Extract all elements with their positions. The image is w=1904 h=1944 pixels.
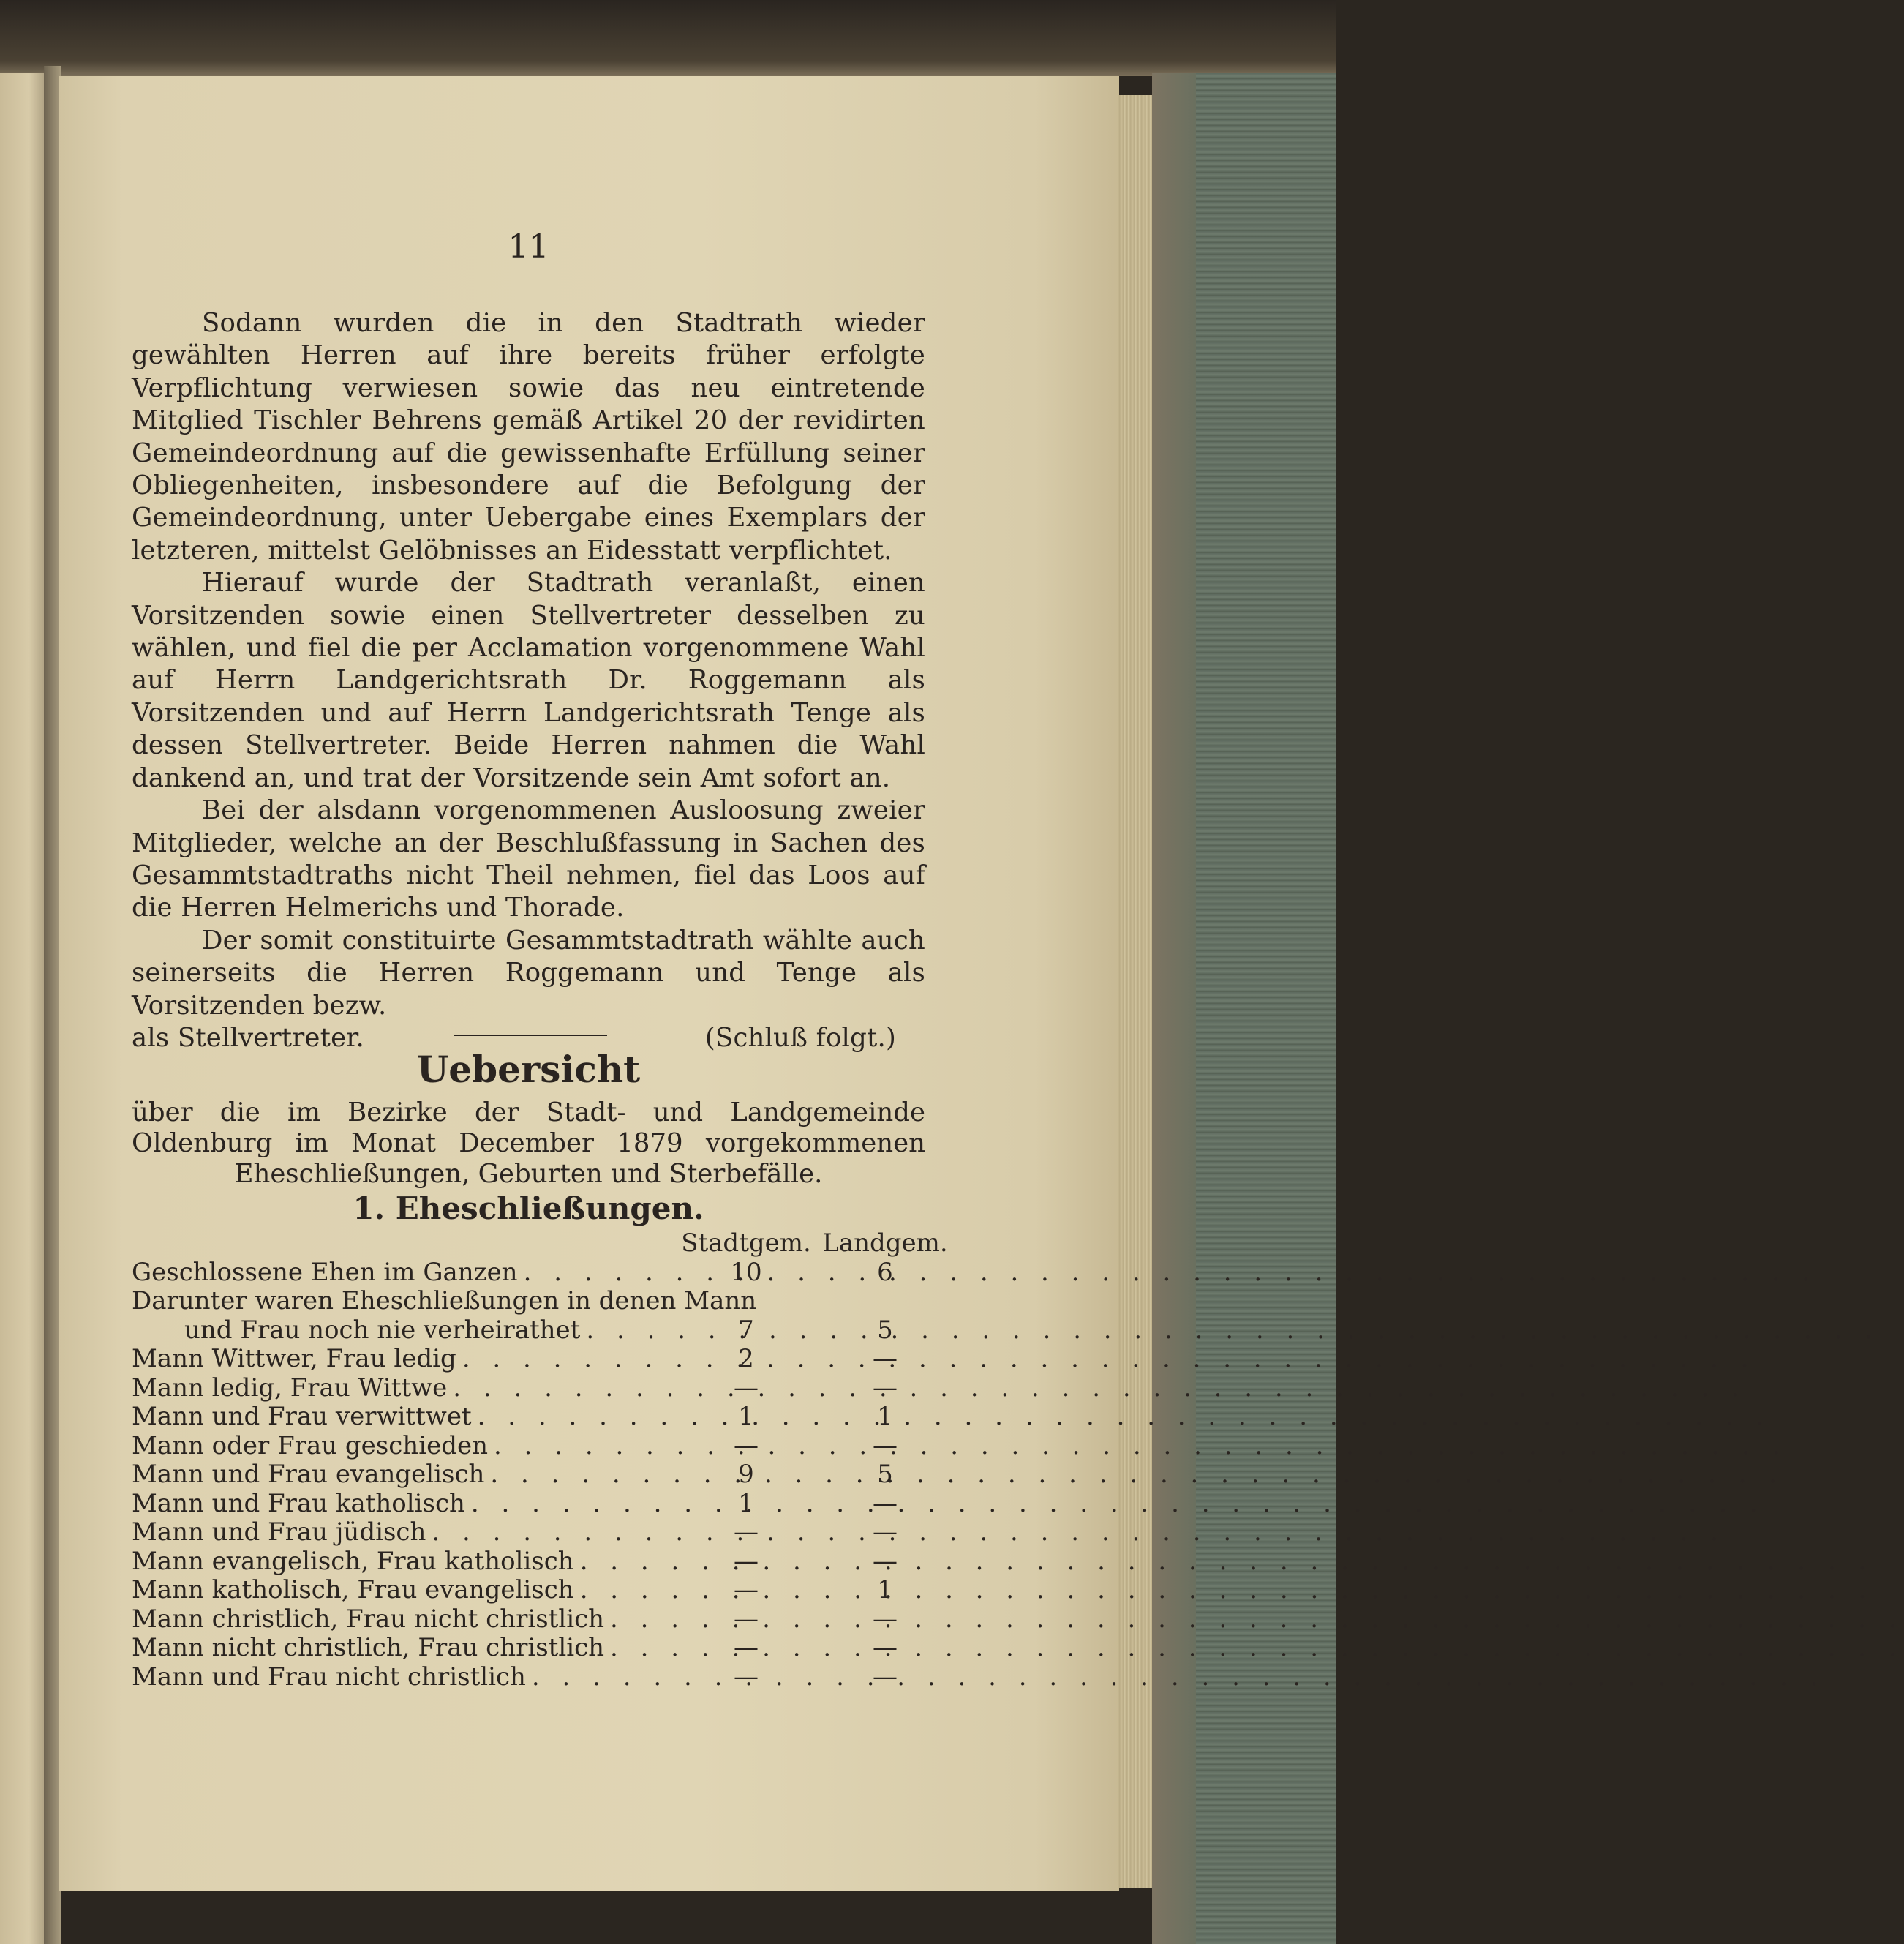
column-stadtgem: Stadtgem.: [681, 1228, 811, 1258]
to-be-continued: (Schluß folgt.): [704, 1022, 896, 1053]
row-label: Mann Wittwer, Frau ledig: [132, 1344, 456, 1374]
table-row: [132, 1662, 951, 1692]
table-row: [132, 1431, 951, 1460]
divider: [454, 1035, 607, 1036]
table-header: [132, 1226, 951, 1258]
table-row: [132, 1489, 951, 1518]
table-row: [132, 1403, 951, 1432]
row-label: Mann christlich, Frau nicht christlich: [132, 1604, 605, 1634]
row-label: und Frau noch nie verheirathet: [184, 1315, 581, 1345]
table-row: [132, 1345, 951, 1374]
table-row: [132, 1460, 951, 1490]
stadt-value: 1: [738, 1488, 754, 1518]
stadt-value: 2: [738, 1344, 754, 1374]
marriage-statistics-table: [132, 1226, 951, 1692]
row-label: Darunter waren Eheschließungen in denen Mann: [132, 1286, 757, 1316]
row-label: Mann katholisch, Frau evangelisch: [132, 1575, 574, 1605]
overview-subheading: über die im Bezirke der Stadt- und Landgemeinde Oldenburg im Monat December 1879 vorgekommenen Eheschließungen, Geburten und Sterbefälle.: [132, 1097, 925, 1189]
row-label: Mann nicht christlich, Frau christlich: [132, 1633, 605, 1663]
land-value: —: [873, 1662, 898, 1692]
stadt-value: —: [734, 1517, 759, 1547]
table-row: [132, 1287, 951, 1316]
stadt-value: —: [734, 1575, 759, 1605]
paragraph: Bei der alsdann vorgenommenen Ausloosung zweier Mitglieder, welche an der Beschlußfassung in Sachen des Gesammtstadtraths nicht Theil nehmen, fiel das Loos auf die Herren Helmerichs und Thorade.: [132, 795, 925, 923]
land-value: 6: [877, 1257, 893, 1287]
page-number: 11: [508, 228, 549, 266]
column-landgem: Landgem.: [822, 1228, 948, 1258]
stadt-value: —: [734, 1546, 759, 1576]
table-row: [132, 1258, 951, 1287]
row-label: Mann und Frau verwittwet: [132, 1402, 472, 1432]
row-label: Mann und Frau evangelisch: [132, 1460, 485, 1490]
table-row: [132, 1373, 951, 1403]
overview-heading: Uebersicht: [416, 1048, 641, 1091]
table-row: [132, 1605, 951, 1634]
section-title: 1. Eheschließungen.: [353, 1190, 704, 1226]
table-row: [132, 1518, 951, 1547]
stadt-value: —: [734, 1373, 759, 1403]
table-row: [132, 1634, 951, 1663]
row-label: Geschlossene Ehen im Ganzen: [132, 1257, 518, 1287]
land-value: —: [873, 1430, 898, 1460]
paragraph: Sodann wurden die in den Stadtrath wieder gewählten Herren auf ihre bereits früher erfolgte Verpflichtung verwiesen sowie das neu eintretende Mitglied Tischler Behrens gemäß Artikel 20 der revidirten Gemeindeordnung auf die gewissenhafte Erfüllung seiner Obliegenheiten, insbesondere auf die Befolgung der Gemeindeordnung, unter Uebergabe eines Exemplars der letzteren, mittelst Gelöbnisses an Eidesstatt verpflichtet.: [132, 308, 925, 566]
stadt-value: —: [734, 1430, 759, 1460]
stadt-value: 1: [738, 1402, 754, 1432]
stadt-value: 9: [738, 1460, 754, 1490]
table-row: [132, 1547, 951, 1576]
land-value: —: [873, 1633, 898, 1663]
land-value: —: [873, 1517, 898, 1547]
row-label: Mann evangelisch, Frau katholisch: [132, 1546, 574, 1576]
table-row: [132, 1316, 951, 1345]
stadt-value: —: [734, 1662, 759, 1692]
land-value: 5: [877, 1315, 893, 1345]
paragraph: Der somit constituirte Gesammtstadtrath wählte auch seinerseits die Herren Roggemann und Tenge als Vorsitzenden bezw.: [132, 925, 925, 1021]
land-value: 1: [877, 1575, 893, 1605]
scan-background-top: [0, 0, 1336, 76]
row-label: Mann und Frau nicht christlich: [132, 1662, 526, 1692]
row-label: Mann und Frau jüdisch: [132, 1517, 426, 1547]
land-value: 5: [877, 1460, 893, 1490]
land-value: —: [873, 1546, 898, 1576]
stadt-value: 7: [738, 1315, 754, 1345]
row-label: Mann oder Frau geschieden: [132, 1430, 488, 1460]
body-text: [132, 307, 925, 1054]
paragraph: Hierauf wurde der Stadtrath veranlaßt, einen Vorsitzenden sowie einen Stellvertreter desselben zu wählen, und fiel die per Acclamation vorgenommene Wahl auf Herrn Landgerichtsrath Dr. Roggemann als Vorsitzenden und auf Herrn Landgerichtsrath Tenge als dessen Stellvertreter. Beide Herren nahmen die Wahl dankend an, und trat der Vorsitzende sein Amt sofort an.: [132, 568, 925, 793]
stadt-value: —: [734, 1604, 759, 1634]
table-row: [132, 1576, 951, 1605]
stadt-value: —: [734, 1633, 759, 1663]
closing-left: als Stellvertreter.: [132, 1022, 365, 1053]
row-label: Mann und Frau katholisch: [132, 1488, 465, 1518]
land-value: 1: [877, 1402, 893, 1432]
stadt-value: 10: [730, 1257, 762, 1287]
land-value: —: [873, 1344, 898, 1374]
land-value: —: [873, 1488, 898, 1518]
land-value: —: [873, 1604, 898, 1634]
row-label: Mann ledig, Frau Wittwe: [132, 1373, 448, 1403]
land-value: —: [873, 1373, 898, 1403]
